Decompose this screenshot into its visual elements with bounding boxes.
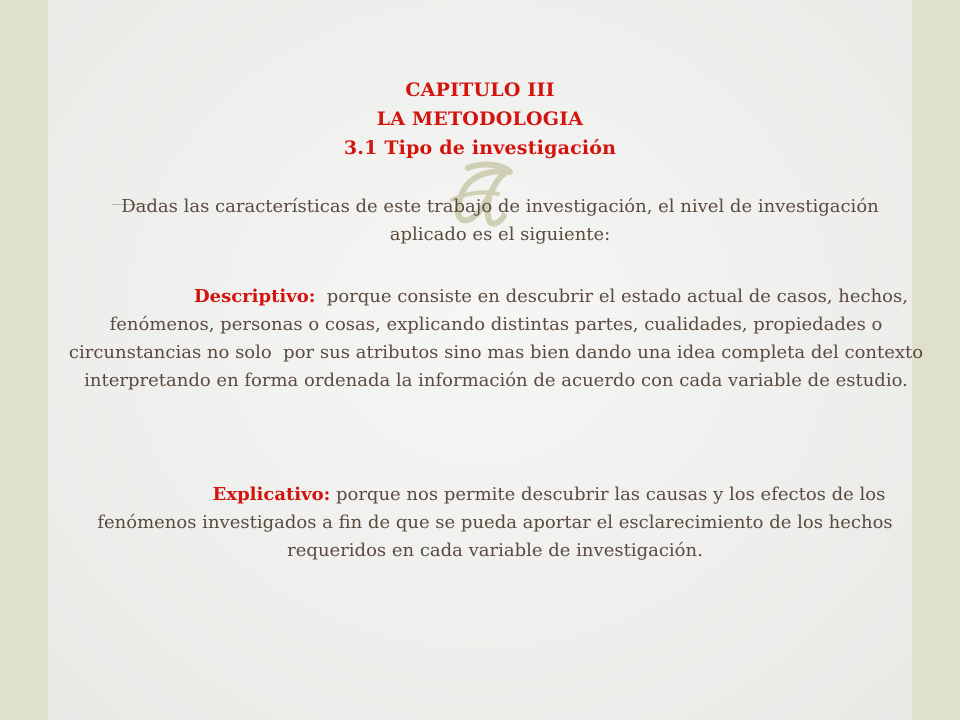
- explanatory-paragraph: [66, 481, 924, 565]
- intro-paragraph: Dadas las características de este trabajo de investigación, el nivel de investigación aplicado es el siguiente:: [121, 196, 879, 245]
- descriptive-text: porque consiste en descubrir el estado actual de casos, hechos, fenómenos, personas o cosas, explicando distintas partes, cualidades, propiedades o circunstancias no solo por sus atributos sino mas bien dando una idea completa del contexto interpretando en forma ordenada la información de acuerdo con cada variable de estudio.: [68, 286, 929, 391]
- subsection-heading: 3.1 Tipo de investigación: [343, 137, 617, 159]
- chapter-heading: CAPITULO III: [405, 79, 555, 101]
- section-heading: LA METODOLOGIA: [376, 108, 584, 130]
- explanatory-text: porque nos permite descubrir las causas y los efectos de los fenómenos investigados a fin de que se pueda aportar el esclarecimiento de los hechos requeridos en cada variable de investigación.: [97, 484, 899, 561]
- descriptive-paragraph: [62, 283, 930, 395]
- explanatory-label: Explicativo:: [212, 484, 331, 505]
- descriptive-label: Descriptivo:: [194, 286, 316, 307]
